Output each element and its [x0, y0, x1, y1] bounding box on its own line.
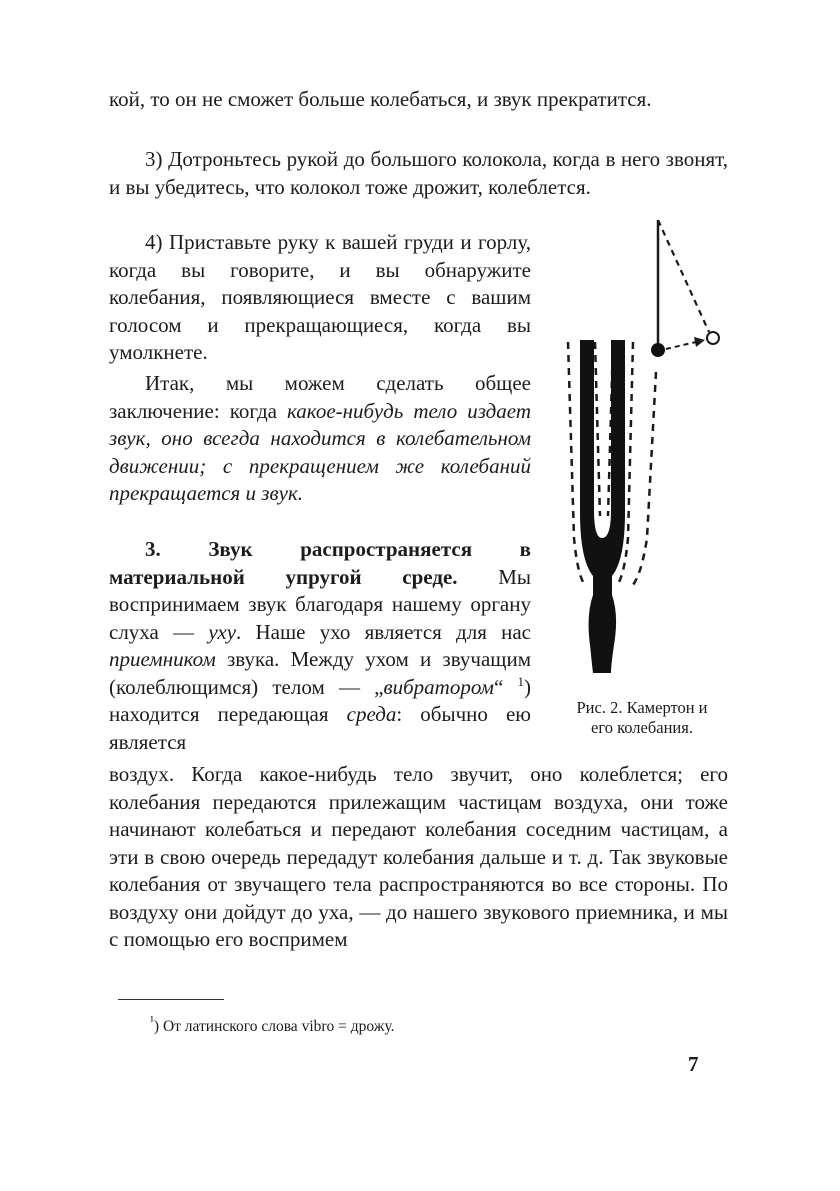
section-text: : обычно ею является [109, 702, 531, 754]
figure-caption [548, 698, 736, 738]
section-text: . Наше ухо является для нас [236, 619, 531, 644]
paragraph-section-3 [109, 536, 531, 756]
tuning-fork-illustration [555, 220, 730, 690]
term-receiver: приемником [109, 647, 216, 671]
caption-line: его колебания. [591, 718, 693, 737]
tuning-fork-icon [580, 340, 625, 673]
pendulum-ball-deflected [707, 332, 719, 344]
paragraph-continuation: кой, то он не сможет больше колебаться, и звук прекратится. [109, 87, 652, 111]
footnote [150, 1012, 710, 1037]
footnote-divider [118, 999, 224, 1000]
section-text: ) находится передающая [109, 674, 531, 726]
footnote-text: ) От латинского слова vibro = дрожу. [153, 1018, 395, 1035]
deflection-arrow [666, 342, 696, 349]
section-text: Мы воспринимаем звук благодаря нашему органу слуха — [109, 564, 531, 644]
term-ear: уху [208, 619, 237, 644]
caption-line: Рис. 2. Камертон и [576, 698, 708, 717]
paragraph-bell: 3) Дотроньтесь рукой до большого колокола, когда в него звонят, и вы убедитесь, что колокол тоже дрожит, колеблется. [109, 147, 728, 199]
page-number: 7 [688, 1052, 699, 1076]
conclusion-lead: Итак, мы можем сделать общее заключение: когда [109, 371, 531, 423]
paragraph-air: воздух. Когда какое-нибудь тело звучит, оно колеблется; его колебания передаются прилежащим частицам воздуха, они тоже начинают колебаться и передают колебания соседним частицам, а эти в свою очередь передадут колебания дальше и т. д. Так звуковые колебания от звучащего тела распространяются во все стороны. По воздуху они дойдут до уха, — до нашего звукового приемника, и мы с помощью его воспримем [109, 762, 728, 951]
footnote-ref: 1 [517, 673, 524, 689]
arrow-head-icon [694, 337, 705, 347]
section-text: “ [493, 674, 518, 699]
section-heading: 3. Звук распространяется в материальной упругой среде. [109, 537, 531, 589]
term-medium: среда [346, 702, 397, 726]
pendulum-ball [651, 343, 665, 357]
pendulum-deflected-string [658, 220, 709, 332]
section-text: звука. Между ухом и звучащим (колеблющимся) телом — „ [109, 647, 531, 699]
tuning-fork-figure [555, 220, 730, 690]
paragraph-conclusion [109, 370, 531, 508]
footnote-mark: ¹ [150, 1012, 154, 1028]
conclusion-italic: какое-нибудь тело издает звук, оно всегда находится в колебательном движении; с прекращением же колебаний прекращается и звук. [109, 398, 531, 505]
term-vibrator: вибратором [383, 674, 494, 699]
paragraph-throat: 4) Приставьте руку к вашей груди и горлу, когда вы говорите, и вы обнаружите колебания, появляющиеся вместе с вашим голосом и прекращающиеся, когда вы умолкнете. [109, 230, 531, 364]
